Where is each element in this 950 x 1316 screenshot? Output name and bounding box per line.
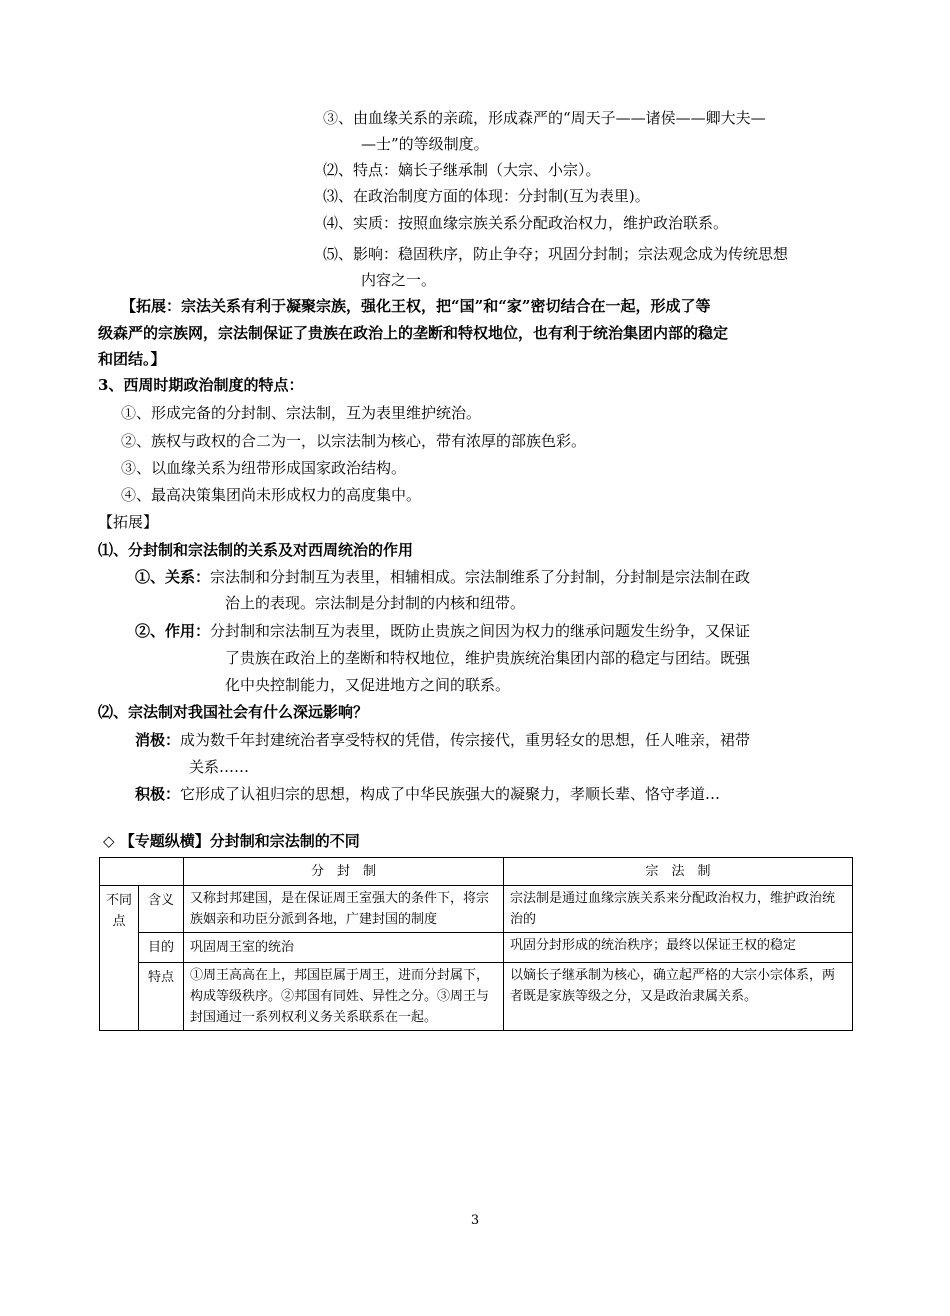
- effect-text: 分封制和宗法制互为表里，既防止贵族之间因为权力的继承问题发生纷争，又保证: [210, 622, 751, 640]
- section-heading: 3、西周时期政治制度的特点：: [98, 376, 304, 394]
- table-header-cell: 宗 法 制: [504, 858, 853, 886]
- positive-paragraph: [135, 784, 720, 804]
- positive-label: 积极：: [135, 785, 181, 803]
- text-line: —士”的等级制度。: [361, 135, 489, 153]
- relation-label: ①、关系：: [135, 568, 211, 586]
- text-line: 化中央控制能力，又促进地方之间的联系。: [225, 676, 511, 694]
- group-label-cell: 不同点: [100, 886, 139, 1031]
- page-number: 3: [470, 1213, 480, 1228]
- table-row: [100, 886, 853, 933]
- table-row: [100, 963, 853, 1031]
- table-cell: 又称封邦建国，是在保证周王室强大的条件下，将宗族姻亲和功臣分派到各地，广建封国的制度: [184, 886, 504, 933]
- list-item: ②、族权与政权的合二为一，以宗法制为核心，带有浓厚的部族色彩。: [121, 432, 587, 450]
- relation-text: 宗法制和分封制互为表里，相辅相成。宗法制维系了分封制，分封制是宗法制在政: [210, 568, 751, 586]
- effect-paragraph: [135, 621, 750, 641]
- text-line: ⑵、特点：嫡长子继承制（大宗、小宗）。: [323, 161, 601, 179]
- table-corner-cell: [100, 858, 184, 886]
- positive-text: 它形成了认祖归宗的思想，构成了中华民族强大的凝聚力，孝顺长辈、恪守孝道…: [180, 785, 721, 803]
- negative-paragraph: [135, 730, 750, 750]
- table-cell: 巩固周王室的统治: [184, 933, 504, 963]
- comparison-table: [99, 857, 853, 1031]
- text-line: ⑸、影响：稳固秩序，防止争夺；巩固分封制；宗法观念成为传统思想: [323, 245, 789, 263]
- list-item: ①、形成完备的分封制、宗法制，互为表里维护统治。: [121, 404, 482, 422]
- table-row: [100, 933, 853, 963]
- negative-label: 消极：: [135, 731, 181, 749]
- relation-paragraph: [135, 567, 750, 587]
- text-line: ⑷、实质：按照血缘宗族关系分配政治权力，维护政治联系。: [323, 214, 729, 232]
- extension-label: 【拓展】: [98, 513, 159, 531]
- effect-label: ②、作用：: [135, 622, 211, 640]
- text-line: 内容之一。: [361, 271, 437, 289]
- text-line: 治上的表现。宗法制是分封制的内核和纽带。: [225, 594, 526, 612]
- text-line: 了贵族在政治上的垄断和特权地位，维护贵族统治集团内部的稳定与团结。既强: [225, 649, 751, 667]
- text-line: 【拓展：宗法关系有利于凝聚宗族，强化王权，把“国”和“家”密切结合在一起，形成了等: [121, 297, 711, 315]
- table-cell: ①周王高高在上，邦国臣属于周王，进而分封属下，构成等级秩序。②邦国有同姓、异性之分。③周王与封国通过一系列权利义务关系联系在一起。: [184, 963, 504, 1031]
- row-label-cell: 特点: [139, 963, 184, 1031]
- table-header-cell: 分 封 制: [184, 858, 504, 886]
- row-label-cell: 目的: [139, 933, 184, 963]
- question-heading: ⑴、分封制和宗法制的关系及对西周统治的作用: [98, 541, 414, 559]
- topic-heading: ◇ 【专题纵横】分封制和宗法制的不同: [103, 832, 360, 850]
- list-item: ④、最高决策集团尚未形成权力的高度集中。: [121, 486, 422, 504]
- list-item: ③、以血缘关系为纽带形成国家政治结构。: [121, 459, 407, 477]
- table-cell: 巩固分封形成的统治秩序；最终以保证王权的稳定: [504, 933, 853, 963]
- question-heading: ⑵、宗法制对我国社会有什么深远影响？: [98, 703, 369, 721]
- text-line: ⑶、在政治制度方面的体现：分封制(互为表里)。: [323, 187, 650, 205]
- table-cell: 以嫡长子继承制为核心，确立起严格的大宗小宗体系，两者既是家族等级之分，又是政治隶属关系。: [504, 963, 853, 1031]
- row-label-cell: 含义: [139, 886, 184, 933]
- text-line: 关系……: [189, 758, 250, 776]
- text-line: 级森严的宗族网，宗法制保证了贵族在政治上的垄断和特权地位，也有利于统治集团内部的稳定: [98, 324, 729, 342]
- text-line: ③、由血缘关系的亲疏，形成森严的“周天子——诸侯——卿大夫—: [323, 109, 766, 127]
- negative-text: 成为数千年封建统治者享受特权的凭借，传宗接代，重男轻女的思想，任人唯亲，裙带: [180, 731, 751, 749]
- table-cell: 宗法制是通过血缘宗族关系来分配政治权力，维护政治统治的: [504, 886, 853, 933]
- text-line: 和团结。】: [98, 350, 166, 368]
- table-header-row: [100, 858, 853, 886]
